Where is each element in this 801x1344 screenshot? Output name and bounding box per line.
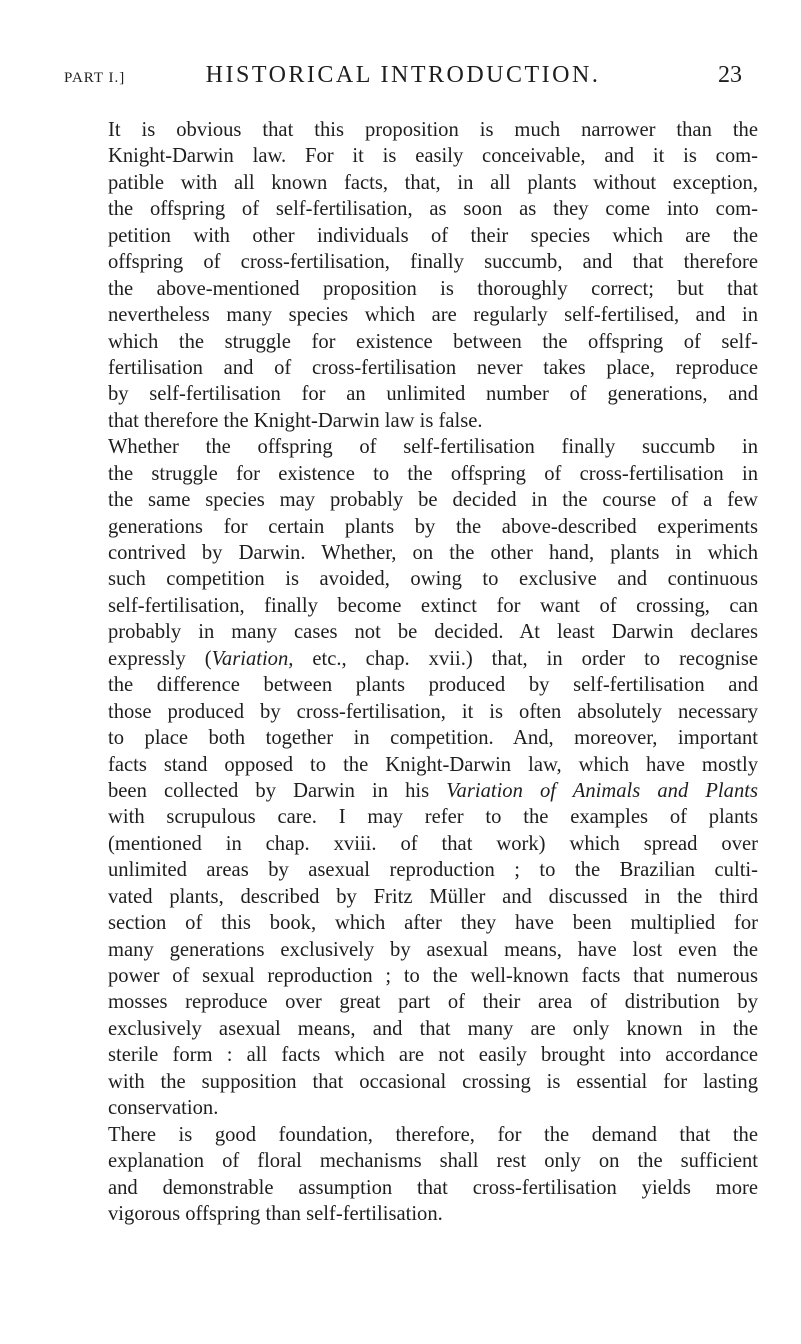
text-line: Knight-Darwin law. For it is easily conceivable, and it is com-	[108, 145, 758, 168]
text-line: mosses reproduce over great part of their area of distribution by	[108, 991, 758, 1014]
text-line: offspring of cross-fertilisation, finally succumb, and that therefore	[108, 251, 758, 274]
body-text	[108, 117, 758, 1227]
text-line: those produced by cross-fertilisation, it is often absolutely necessary	[108, 700, 758, 723]
text-line: unlimited areas by asexual reproduction ; to the Brazilian culti-	[108, 859, 758, 882]
text-line: many generations exclusively by asexual means, have lost even the	[108, 938, 758, 961]
page-number: 23	[718, 62, 742, 88]
text-line: Whether the offspring of self-fertilisation finally succumb in	[108, 436, 758, 459]
text-line: There is good foundation, therefore, for the demand that the	[108, 1123, 758, 1146]
paragraph	[108, 1122, 758, 1228]
text-line: It is obvious that this proposition is much narrower than the	[108, 119, 758, 141]
text-line: nevertheless many species which are regularly self-fertilised, and in	[108, 304, 758, 327]
text-line: generations for certain plants by the above-described experiments	[108, 515, 758, 538]
text-line: such competition is avoided, owing to exclusive and continuous	[108, 568, 758, 591]
text-line: by self-fertilisation for an unlimited number of generations, and	[108, 383, 758, 406]
text-line: vigorous offspring than self-fertilisation.	[108, 1202, 443, 1225]
text-line: the same species may probably be decided in the course of a few	[108, 489, 758, 512]
text-line: petition with other individuals of their species which are the	[108, 224, 758, 247]
text-line: the above-mentioned proposition is thoroughly correct; but that	[108, 277, 758, 300]
text-line: patible with all known facts, that, in all plants without exception,	[108, 171, 758, 194]
text-line: vated plants, described by Fritz Müller and discussed in the third	[108, 885, 758, 908]
text-line: which the struggle for existence between the offspring of self-	[108, 330, 758, 353]
text-line: exclusively asexual means, and that many are only known in the	[108, 1017, 758, 1040]
text-line: section of this book, which after they have been multiplied for	[108, 912, 758, 935]
text-line: contrived by Darwin. Whether, on the other hand, plants in which	[108, 542, 758, 564]
text-line: self-fertilisation, finally become extinct for want of crossing, can	[108, 594, 758, 617]
text-line: and demonstrable assumption that cross-fertilisation yields more	[108, 1176, 758, 1199]
text-line: that therefore the Knight-Darwin law is false.	[108, 409, 483, 432]
paragraph	[108, 434, 758, 1121]
running-header	[64, 62, 742, 96]
paragraph	[108, 117, 758, 434]
text-line: with scrupulous care. I may refer to the examples of plants	[108, 806, 758, 829]
text-line: probably in many cases not be decided. At least Darwin declares	[108, 621, 758, 644]
text-line: sterile form : all facts which are not easily brought into accordance	[108, 1044, 758, 1067]
text-line: the struggle for existence to the offspring of cross-fertilisation in	[108, 462, 758, 485]
part-label: PART I.]	[64, 70, 126, 86]
text-line: facts stand opposed to the Knight-Darwin law, which have mostly	[108, 753, 758, 776]
text-line: expressly (Variation, etc., chap. xvii.) that, in order to recognise	[108, 647, 758, 670]
text-line: to place both together in competition. And, moreover, important	[108, 727, 758, 750]
text-line: been collected by Darwin in his Variation of Animals and Plants	[108, 779, 758, 802]
text-line: fertilisation and of cross-fertilisation never takes place, reproduce	[108, 356, 758, 379]
text-line: explanation of floral mechanisms shall rest only on the sufficient	[108, 1150, 758, 1173]
text-line: power of sexual reproduction ; to the well-known facts that numerous	[108, 965, 758, 987]
text-line: (mentioned in chap. xviii. of that work) which spread over	[108, 832, 758, 855]
text-line: the difference between plants produced by self-fertilisation and	[108, 674, 758, 697]
text-line: the offspring of self-fertilisation, as soon as they come into com-	[108, 198, 758, 221]
text-line: conservation.	[108, 1097, 219, 1120]
text-line: with the supposition that occasional crossing is essential for lasting	[108, 1070, 758, 1093]
chapter-title: HISTORICAL INTRODUCTION.	[205, 62, 601, 88]
